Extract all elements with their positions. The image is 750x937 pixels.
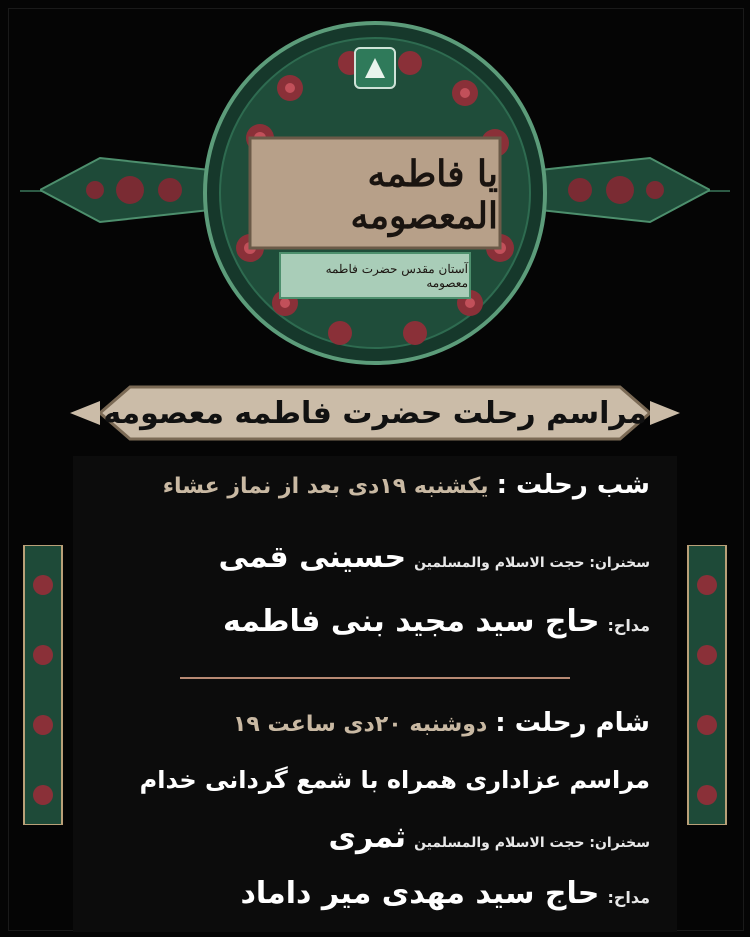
night-time-row	[163, 470, 650, 500]
right-wing-ornament	[540, 150, 710, 230]
evening-ceremony-row	[140, 766, 650, 794]
evening-ceremony: مراسم عزاداری همراه با شمع گردانی خدام	[139, 766, 650, 794]
night-speaker-name: حسینی قمی	[218, 540, 407, 575]
night-speaker-row	[219, 540, 650, 575]
right-side-ornament	[684, 545, 730, 825]
evening-eulogist-name: حاج سید مهدی میر داماد	[240, 876, 600, 911]
evening-speaker-row	[329, 820, 650, 855]
left-side-ornament	[20, 545, 66, 825]
night-eulogist-prefix: مداح:	[607, 616, 650, 635]
left-wing-ornament	[40, 150, 210, 230]
night-eulogist-row	[223, 604, 650, 639]
evening-time: دوشنبه ۲۰دی ساعت ۱۹	[233, 712, 488, 737]
evening-eulogist-row	[240, 876, 650, 911]
evening-eulogist-prefix: مداح:	[607, 888, 650, 907]
evening-speaker-prefix: سخنران: حجت الاسلام والمسلمین	[414, 835, 650, 851]
night-label: شب رحلت :	[496, 470, 650, 500]
evening-label: شام رحلت :	[495, 708, 650, 738]
calligraphy-sub: آستان مقدس حضرت فاطمه معصومه	[325, 261, 468, 290]
evening-time-row	[233, 708, 650, 738]
calligraphy-main: یا فاطمه المعصومه	[350, 153, 498, 237]
night-eulogist-name: حاج سید مجید بنی فاطمه	[222, 604, 600, 639]
banner-title: مراسم رحلت حضرت فاطمه معصومه	[103, 395, 647, 431]
evening-speaker-name: ثمری	[328, 820, 407, 855]
section-divider	[180, 677, 570, 679]
night-time: یکشنبه ۱۹دی بعد از نماز عشاء	[162, 474, 489, 499]
night-speaker-prefix: سخنران: حجت الاسلام والمسلمین	[414, 555, 650, 571]
event-details-panel	[73, 456, 677, 932]
